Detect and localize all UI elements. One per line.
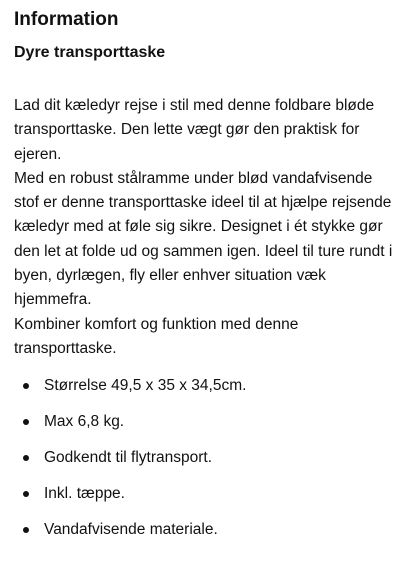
description-paragraph: Kombiner komfort og funktion med denne transporttaske. — [14, 315, 299, 357]
feature-text: Vandafvisende materiale. — [44, 521, 218, 539]
feature-list — [14, 375, 399, 541]
product-description — [14, 94, 399, 361]
feature-text: Godkendt til flytransport. — [44, 449, 212, 467]
feature-item — [14, 447, 399, 469]
product-name: Dyre transporttaske — [14, 44, 166, 61]
bullet-icon — [23, 455, 29, 461]
description-paragraph: Lad dit kæledyr rejse i stil med denne foldbare bløde transporttaske. Den lette vægt gør den praktisk for ejeren. — [14, 97, 375, 163]
feature-item — [14, 375, 399, 397]
description-paragraph: Med en robust stålramme under blød vandafvisende stof er denne transporttaske ideel til at hjælpe rejsende kæledyr med at føle sig sikre. Designet i ét stykke gør den let at folde ud og sammen igen. Ideel til ture rundt i byen, dyrlægen, fly eller enhver situation væk hjemmefra. — [14, 169, 393, 309]
bullet-icon — [23, 491, 29, 497]
feature-item — [14, 519, 399, 541]
feature-item — [14, 411, 399, 433]
feature-text: Max 6,8 kg. — [44, 413, 125, 431]
bullet-icon — [23, 419, 29, 425]
feature-text: Inkl. tæppe. — [44, 485, 125, 503]
section-title: Information — [14, 9, 119, 30]
feature-item — [14, 483, 399, 505]
feature-text: Størrelse 49,5 x 35 x 34,5cm. — [44, 377, 247, 395]
bullet-icon — [23, 383, 29, 389]
bullet-icon — [23, 527, 29, 533]
